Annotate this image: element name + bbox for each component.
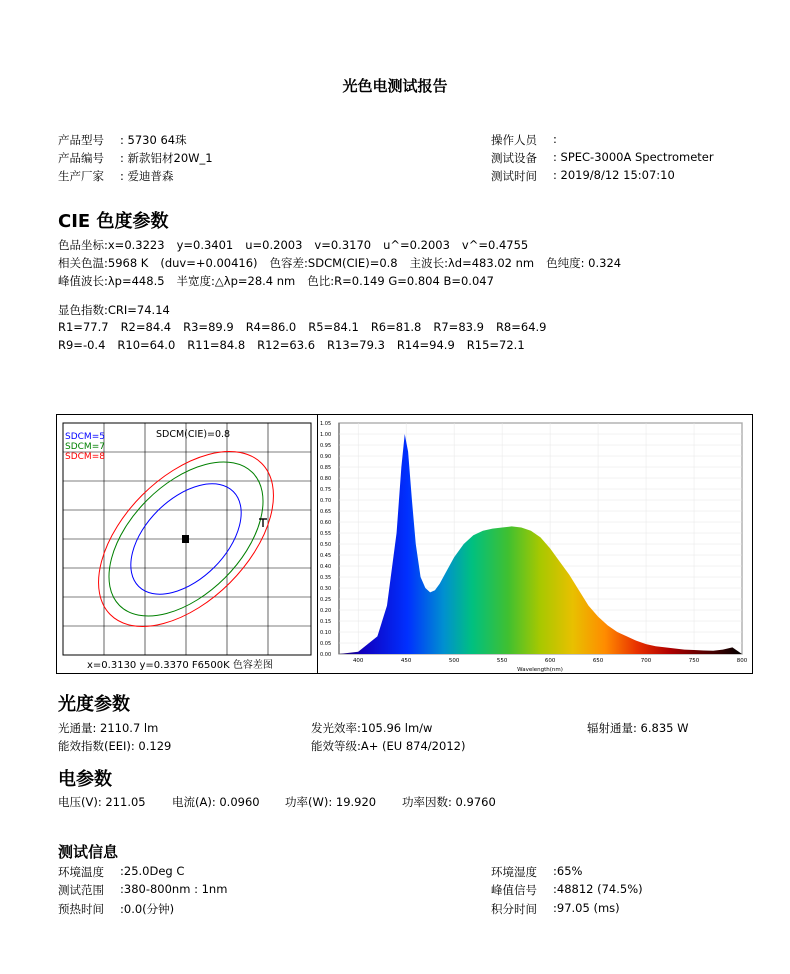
r-value: R4=86.0 <box>245 320 297 334</box>
test-value-warmup: :0.0(分钟) <box>120 902 175 916</box>
peak-wavelength: 峰值波长:λp=448.5 <box>58 274 165 288</box>
spectrum-x-tick-label: 500 <box>448 658 460 664</box>
r-value: R12=63.6 <box>257 338 316 352</box>
test-value-peak-signal: :48812 (74.5%) <box>553 882 643 896</box>
cie-heading: CIE 色度参数 <box>58 211 169 232</box>
r-value: R8=64.9 <box>495 320 547 334</box>
info-value-maker: : 爱迪普森 <box>120 169 174 183</box>
current: 电流(A): 0.0960 <box>172 795 260 809</box>
info-label-time: 测试时间 <box>491 169 537 183</box>
report-title: 光色电测试报告 <box>342 77 448 95</box>
cie-coords-line <box>58 237 540 253</box>
spectrum-chart-svg <box>318 415 753 673</box>
purity: 色纯度: 0.324 <box>546 256 622 270</box>
test-label-warmup: 预热时间 <box>58 902 104 916</box>
luminous-flux: 光通量: 2110.7 lm <box>58 721 159 735</box>
sdcm-chart-footer: x=0.3130 y=0.3370 F6500K 色容差图 <box>87 660 273 671</box>
spectrum-y-tick-label: 0.00 <box>320 651 332 658</box>
energy-efficiency-index: 能效指数(EEI): 0.129 <box>58 739 172 753</box>
r-value: R9=-0.4 <box>58 338 106 352</box>
electrical-heading: 电参数 <box>58 769 112 790</box>
spectrum-y-tick-label: 0.70 <box>320 497 332 504</box>
reference-point-marker <box>182 535 189 543</box>
spectrum-y-tick-label: 0.05 <box>320 640 332 647</box>
dominant-wavelength: 主波长:λd=483.02 nm <box>409 256 535 270</box>
test-value-range: :380-800nm : 1nm <box>120 882 228 896</box>
info-label-model: 产品型号 <box>58 133 104 147</box>
half-width: 半宽度:△λp=28.4 nm <box>176 274 296 288</box>
test-value-humidity: :65% <box>553 864 583 878</box>
duv: (duv=+0.00416) <box>160 256 258 270</box>
spectrum-x-tick-label: 450 <box>400 658 412 664</box>
spectrum-y-tick-label: 0.50 <box>320 541 332 548</box>
power-factor: 功率因数: 0.9760 <box>402 795 496 809</box>
spectrum-x-tick-label: 550 <box>496 658 508 664</box>
test-value-temperature: :25.0Deg C <box>120 864 185 878</box>
r-value: R13=79.3 <box>327 338 385 352</box>
info-value-operator: : <box>553 132 557 146</box>
spectrum-x-tick-label: 800 <box>736 658 748 664</box>
spectrum-y-tick-label: 0.85 <box>320 464 332 471</box>
cie-u: u=0.2003 <box>245 238 303 252</box>
spectrum-y-tick-label: 0.45 <box>320 552 332 559</box>
spectrum-y-tick-label: 0.80 <box>320 475 332 482</box>
spectrum-x-tick-label: 700 <box>640 658 652 664</box>
info-label-operator: 操作人员 <box>491 133 537 147</box>
spectrum-y-tick-label: 0.90 <box>320 453 332 460</box>
info-value-model: : 5730 64珠 <box>120 133 187 147</box>
spectrum-y-tick-label: 0.20 <box>320 607 332 614</box>
color-ratio: 色比:R=0.149 G=0.804 B=0.047 <box>307 274 494 288</box>
spectrum-y-tick-label: 0.40 <box>320 563 332 570</box>
photometric-heading: 光度参数 <box>58 694 130 715</box>
luminous-efficacy: 发光效率:105.96 lm/w <box>311 721 433 735</box>
info-value-code: : 新款铝材20W_1 <box>120 151 213 165</box>
spectrum-y-tick-label: 0.60 <box>320 519 332 526</box>
spectrum-y-tick-label: 0.15 <box>320 618 332 625</box>
cie-v2: v^=0.4755 <box>461 238 529 252</box>
energy-efficiency-grade: 能效等级:A+ (EU 874/2012) <box>311 739 466 753</box>
spectrum-y-tick-label: 0.55 <box>320 530 332 537</box>
test-value-integration-time: :97.05 (ms) <box>553 901 620 915</box>
cie-y: y=0.3401 <box>176 238 234 252</box>
r-value: R3=89.9 <box>183 320 234 334</box>
radiant-flux: 辐射通量: 6.835 W <box>587 721 689 735</box>
r-value: R5=84.1 <box>308 320 359 334</box>
info-value-time: : 2019/8/12 15:07:10 <box>553 168 675 182</box>
test-label-peak-signal: 峰值信号 <box>491 883 537 897</box>
test-label-humidity: 环境湿度 <box>491 865 537 879</box>
r-value: R1=77.7 <box>58 320 109 334</box>
r-value: R6=81.8 <box>370 320 422 334</box>
test-info-heading: 测试信息 <box>58 843 119 861</box>
spectrum-y-tick-label: 0.30 <box>320 585 332 592</box>
cie-v: v=0.3170 <box>314 238 372 252</box>
info-value-device: : SPEC-3000A Spectrometer <box>553 150 714 164</box>
spectrum-y-tick-label: 0.10 <box>320 629 332 636</box>
cct: 相关色温:5968 K <box>58 256 149 270</box>
spectrum-x-tick-label: 650 <box>592 658 604 664</box>
test-label-integration-time: 积分时间 <box>491 902 537 916</box>
spectrum-y-tick-label: 0.65 <box>320 508 332 515</box>
legend-sdcm8: SDCM=8 <box>65 452 105 462</box>
info-label-code: 产品编号 <box>58 151 104 165</box>
r-value: R10=64.0 <box>117 338 176 352</box>
r-value: R11=84.8 <box>187 338 246 352</box>
spectrum-chart <box>317 415 753 673</box>
r-values-line-2 <box>58 338 537 352</box>
spectrum-y-tick-label: 0.35 <box>320 574 332 581</box>
cie-cct-line <box>58 255 633 271</box>
sdcm: 色容差:SDCM(CIE)=0.8 <box>269 256 398 270</box>
sdcm-chart-title: SDCM(CIE)=0.8 <box>156 429 231 440</box>
voltage: 电压(V): 211.05 <box>58 795 146 809</box>
cie-peak-line <box>58 273 506 289</box>
cie-u2: u^=0.2003 <box>383 238 450 252</box>
spectrum-y-tick-label: 0.25 <box>320 596 332 603</box>
spectrum-x-axis-label: Wavelength(nm) <box>517 667 563 673</box>
power: 功率(W): 19.920 <box>285 795 377 809</box>
r-value: R14=94.9 <box>396 338 455 352</box>
spectrum-x-tick-labels <box>353 658 748 664</box>
spectrum-y-tick-label: 1.05 <box>320 420 332 427</box>
cri: 显色指数:CRI=74.14 <box>58 303 170 317</box>
test-label-temperature: 环境温度 <box>58 865 104 879</box>
spectrum-y-tick-label: 0.95 <box>320 442 332 449</box>
r-value: R15=72.1 <box>466 338 525 352</box>
r-value: R7=83.9 <box>433 320 484 334</box>
r-value: R2=84.4 <box>120 320 172 334</box>
spectrum-y-tick-label: 1.00 <box>320 431 332 438</box>
spectrum-y-tick-labels <box>320 421 331 658</box>
spectrum-x-tick-label: 750 <box>688 658 700 664</box>
info-label-maker: 生产厂家 <box>58 169 104 183</box>
plots-panel <box>56 414 753 674</box>
spectrum-x-tick-label: 400 <box>352 658 364 664</box>
spectrum-x-tick-label: 600 <box>544 658 556 664</box>
sdcm-chart <box>57 415 316 673</box>
legend-sdcm7: SDCM=7 <box>65 442 105 452</box>
test-label-range: 测试范围 <box>58 883 104 897</box>
sdcm-chart-svg <box>57 415 316 673</box>
legend-sdcm5: SDCM=5 <box>65 432 105 442</box>
info-label-device: 测试设备 <box>491 151 537 165</box>
spectrum-y-tick-label: 0.75 <box>320 486 332 493</box>
cie-x: 色品坐标:x=0.3223 <box>58 238 165 252</box>
r-values-line-1 <box>58 320 559 334</box>
